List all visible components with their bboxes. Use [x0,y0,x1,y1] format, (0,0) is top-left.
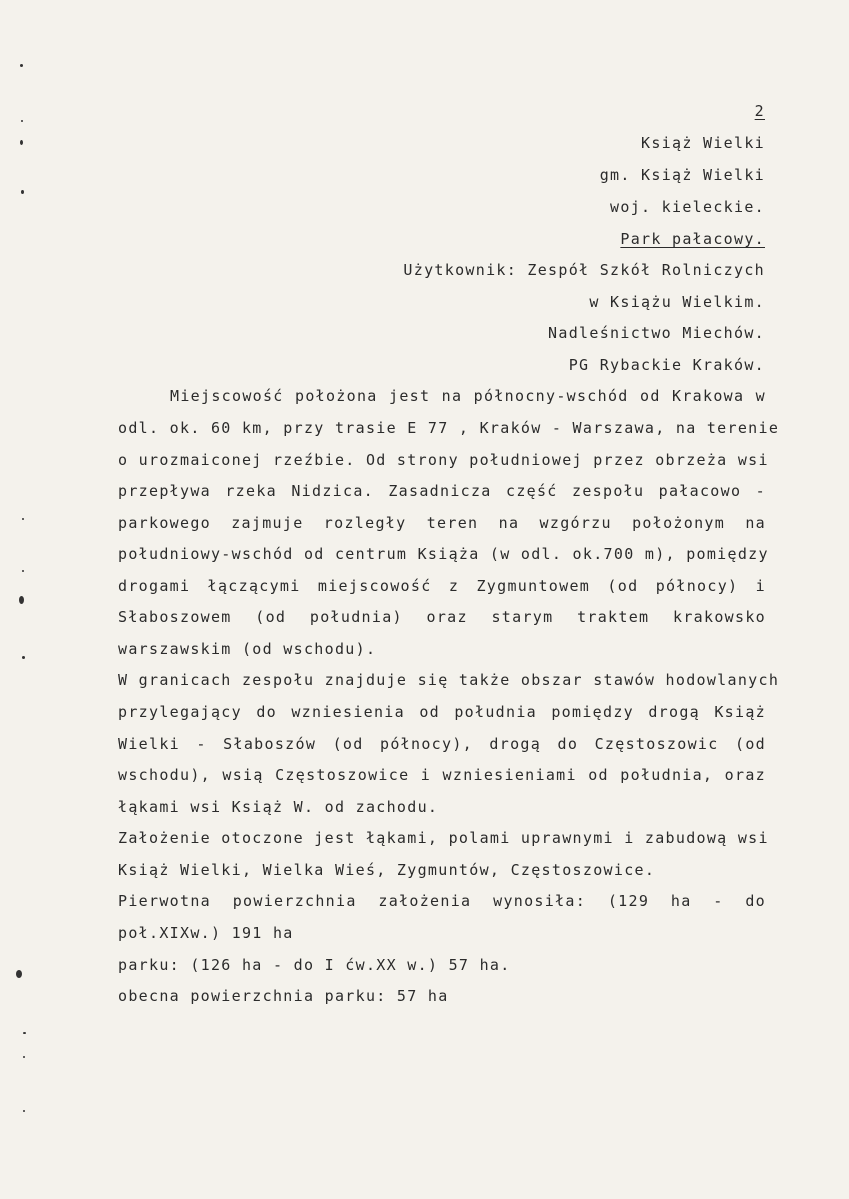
body-line: parku: (126 ha - do I ćw.XX w.) 57 ha. [118,956,511,974]
body-line: o urozmaiconej rzeźbie. Od strony południowej przez obrzeża wsi [118,451,769,469]
body-line: łąkami wsi Książ W. od zachodu. [118,798,439,816]
scan-speck [22,656,25,659]
user-line: Użytkownik: Zespół Szkół Rolniczych [403,261,765,279]
body-line: warszawskim (od wschodu). [118,640,377,658]
scan-speck [16,970,22,978]
scan-speck [20,140,23,145]
body-line: Słaboszowem (od południa) oraz starym traktem krakowsko [118,608,766,626]
body-line: Miejscowość położona jest na północny-wschód od Krakowa w [170,387,766,405]
voivodeship-name: woj. kieleckie. [610,198,765,216]
scan-speck [19,596,24,604]
body-line: parkowego zajmuje rozległy teren na wzgórzu położonym na [118,514,766,532]
body-line: Założenie otoczone jest łąkami, polami uprawnymi i zabudową wsi [118,829,769,847]
body-line: Książ Wielki, Wielka Wieś, Zygmuntów, Częstoszowice. [118,861,656,879]
scan-speck [23,1056,25,1058]
body-line: W granicach zespołu znajduje się także obszar stawów hodowlanych [118,671,780,689]
body-line: odl. ok. 60 km, przy trasie E 77 , Kraków - Warszawa, na terenie [118,419,780,437]
scan-speck [22,570,24,572]
scan-speck [21,120,23,122]
scan-speck [23,1032,26,1034]
page-number: 2 [754,102,765,120]
body-line: poł.XIXw.) 191 ha [118,924,294,942]
scan-speck [23,1110,25,1112]
user-line: w Książu Wielkim. [589,293,765,311]
user-line: Nadleśnictwo Miechów. [548,324,765,342]
body-line: przylegający do wzniesienia od południa pomiędzy drogą Książ [118,703,766,721]
scan-speck [21,190,24,194]
body-line: obecna powierzchnia parku: 57 ha [118,987,449,1005]
body-line: Wielki - Słaboszów (od północy), drogą do Częstoszowic (od [118,735,766,753]
scan-speck [20,64,23,67]
scan-speck [22,518,24,520]
body-line: Pierwotna powierzchnia założenia wynosiła: (129 ha - do [118,892,766,910]
body-line: przepływa rzeka Nidzica. Zasadnicza część zespołu pałacowo - [118,482,766,500]
body-line: południowy-wschód od centrum Książa (w odl. ok.700 m), pomiędzy [118,545,769,563]
place-name: Książ Wielki [641,134,765,152]
body-line: drogami łączącymi miejscowość z Zygmuntowem (od północy) i [118,577,766,595]
user-line: PG Rybackie Kraków. [568,356,765,374]
object-title: Park pałacowy. [620,230,765,248]
commune-name: gm. Książ Wielki [599,166,765,184]
body-line: wschodu), wsią Częstoszowice i wzniesieniami od południa, oraz [118,766,766,784]
